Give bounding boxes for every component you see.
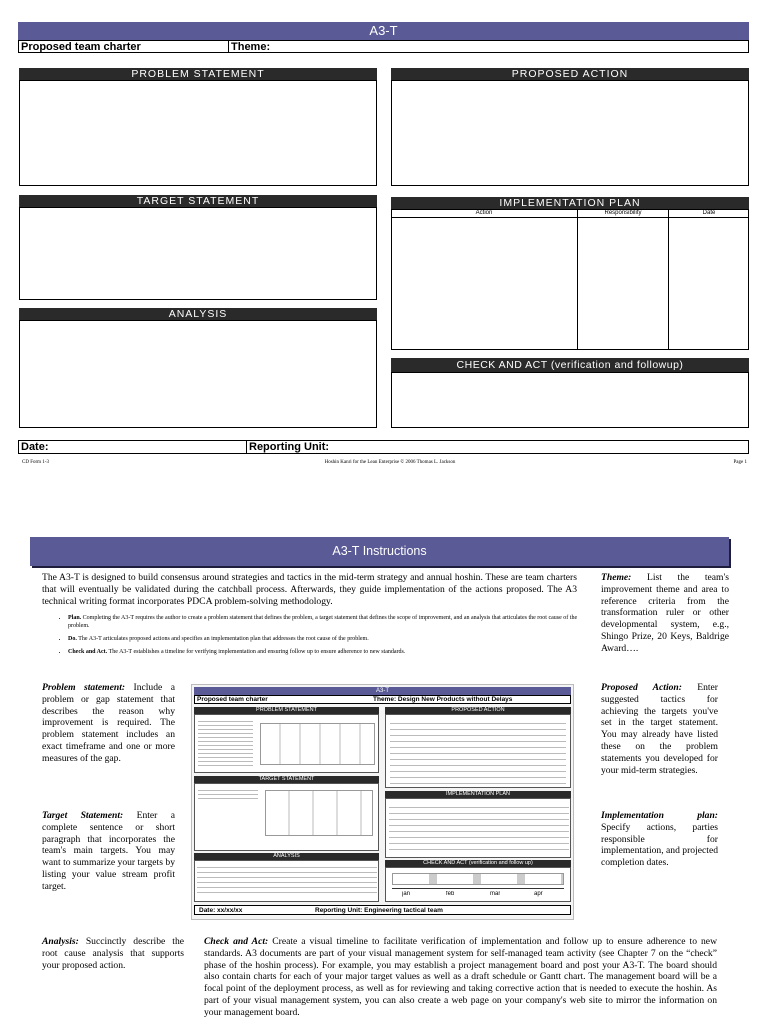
proposed-instruction-label: Proposed Action:: [601, 682, 682, 693]
impl-col-responsibility: Responsibility: [604, 210, 642, 216]
example-analysis-header: [194, 853, 379, 860]
analysis-header: [19, 308, 377, 320]
date-label: Date:: [21, 441, 49, 453]
example-impl-body: [385, 798, 571, 858]
theme-instruction: [601, 572, 729, 655]
example-date-row: [194, 905, 571, 915]
form-title-bar: [18, 22, 749, 40]
example-month-mar: mar: [490, 891, 501, 897]
impl-col-divider-2: [668, 209, 669, 350]
example-check-body: [385, 867, 571, 902]
problem-instruction-text: Include a problem or gap statement that describes the reason why improvement is required. The problem statement includes an exact timeframe and one or more measures of the gap.: [42, 682, 175, 764]
implementation-plan-header: [391, 197, 749, 209]
proposed-instruction: [601, 682, 718, 776]
proposed-action-label: PROPOSED ACTION: [511, 68, 629, 80]
charter-label-cell: [18, 40, 229, 53]
proposed-action-area[interactable]: [391, 80, 749, 186]
example-impl-rows: [389, 802, 569, 854]
check-instruction-label: Check and Act:: [204, 936, 269, 947]
example-analysis-label: ANALYSIS: [273, 853, 300, 859]
theme-instruction-text: List the team's improvement theme and area to reference criteria from the transformation ruler or other developmental system, e.g., Shingo Prize, 20 Keys, Baldrige Award….: [601, 572, 729, 654]
example-target-body: [194, 783, 379, 851]
example-title-bar: [194, 687, 571, 695]
reporting-unit-label: Reporting Unit:: [249, 441, 330, 453]
example-proposed-text-lines: [390, 718, 566, 784]
proposed-instruction-text: Enter suggested tactics for achieving the targets you've set in the target statement. You may already have listed these on the problem statements you developed for your mid-term strategies.: [601, 682, 718, 776]
example-target-label: TARGET STATEMENT: [258, 776, 315, 782]
example-charter-row: [194, 695, 571, 704]
problem-instruction-label: Problem statement:: [42, 682, 126, 693]
analysis-instruction: [42, 936, 184, 971]
example-reporting-unit: Reporting Unit: Engineering tactical team: [315, 907, 443, 914]
example-proposed-body: [385, 714, 571, 788]
impl-col-date: Date: [702, 210, 716, 216]
target-statement-header: [19, 195, 377, 207]
example-target-header: [194, 776, 379, 783]
instructions-intro: The A3-T is designed to build consensus around strategies and tactics in the mid-term strategy and annual hoshin. These are team charters that will eventually be validated during the catchball process. Afterwards, they guide implementation of the actions proposed. The A3 technical writing format incorporates PDCA problem-solving methodology.: [42, 572, 577, 607]
footer-form-number: CD Form 1-3: [22, 460, 49, 465]
target-statement-area[interactable]: [19, 207, 377, 300]
example-problem-body: [194, 714, 379, 773]
example-target-text-lines: [198, 787, 258, 801]
example-target-diagram: [265, 790, 373, 836]
problem-statement-header: [19, 68, 377, 80]
example-timeline: [392, 873, 564, 885]
plan-text: Completing the A3-T requires the author to create a problem statement that defines the problem, a target statement that defines the scope of improvement, and an analysis that articulates the root cause of the problem.: [68, 615, 578, 629]
theme-instruction-label: Theme:: [601, 572, 632, 583]
pdca-list: [42, 614, 582, 661]
example-month-apr: apr: [534, 891, 543, 897]
example-month-jan: jan: [402, 891, 411, 897]
check-instruction: [204, 936, 717, 1019]
example-month-axis: [392, 888, 564, 889]
pdca-check-act: [68, 648, 582, 656]
example-title: A3-T: [375, 688, 389, 694]
check-act-area[interactable]: [391, 372, 749, 428]
target-instruction-text: Enter a complete sentence or short paragraph that incorporates the team's main targets. You may want to summarize your targets by listing your value stream profit target.: [42, 810, 175, 892]
example-charter-label: Proposed team charter: [197, 696, 268, 703]
example-problem-text-lines: [198, 718, 253, 768]
pdca-do: [68, 635, 582, 643]
proposed-action-header: [391, 68, 749, 80]
check-act-header: [391, 358, 749, 372]
do-term: Do.: [68, 636, 77, 642]
analysis-instruction-label: Analysis:: [42, 936, 79, 947]
check-act-label: CHECK AND ACT (verification and followup): [456, 359, 684, 371]
instructions-title: A3-T Instructions: [332, 544, 427, 558]
example-proposed-header: [385, 707, 571, 714]
implementation-plan-label: IMPLEMENTATION PLAN: [499, 197, 641, 209]
example-analysis-text-strip: [197, 863, 377, 893]
example-theme: Theme: Design New Products without Delays: [373, 696, 513, 703]
analysis-label: ANALYSIS: [168, 308, 228, 320]
implementation-instruction-text: Specify actions, parties responsible for implementation, and projected completion dates.: [601, 821, 718, 869]
check-act-term: Check and Act.: [68, 649, 108, 655]
do-text: The A3-T articulates proposed actions and specifies an implementation plan that addresses the root cause of the problem.: [78, 636, 369, 642]
example-impl-header: [385, 791, 571, 798]
problem-instruction: [42, 682, 175, 765]
reporting-unit-cell: [246, 440, 749, 454]
implementation-plan-table: [391, 209, 749, 350]
example-month-feb: feb: [446, 891, 455, 897]
implementation-instruction: [601, 810, 718, 869]
theme-label-cell: [228, 40, 749, 53]
check-act-text: The A3-T establishes a timeline for verifying implementation and ensuring follow up to ensure adherence to new standards.: [108, 649, 406, 655]
example-check-label: CHECK AND ACT (verification and follow up): [423, 860, 533, 866]
example-impl-label: IMPLEMENTATION PLAN: [446, 791, 510, 797]
analysis-area[interactable]: [19, 320, 377, 428]
implementation-instruction-label: Implementation plan:: [601, 810, 718, 821]
footer-copyright: Hoshin Kanri for the Lean Enterprise © 2006 Thomas L. Jackson: [324, 460, 456, 465]
theme-label: Theme:: [231, 41, 271, 53]
check-instruction-text: Create a visual timeline to facilitate verification of implementation and follow up to ensure adherence to new standards. A3 documents are part of your visual management system for self-managed team activity (see Chapter 7 on the “check” phase of the hoshin process). For example, you may establish a project management board and post your A3-T. The board should also contain charts for each of your major target values as well as a draft schedule or Gantt chart. The management board will be a focal point of the deployment process, as well as for reviewing and taking corrective action that is needed to execute the hoshin. As part of your visual management system, you can also create a web page on your company's web site to mirror the information on your management board.: [204, 936, 717, 1018]
example-date: Date: xx/xx/xx: [199, 907, 243, 914]
instructions-title-bar: [30, 537, 729, 566]
footer-page: Page 1: [733, 460, 747, 465]
form-title: A3-T: [369, 23, 398, 38]
target-statement-label: TARGET STATEMENT: [136, 195, 260, 207]
analysis-instruction-text: Succinctly describe the root cause analysis that supports your proposed action.: [42, 936, 184, 971]
example-check-header: [385, 860, 571, 867]
pdca-plan: [68, 614, 582, 630]
example-flow-diagram: [260, 723, 375, 765]
problem-statement-label: PROBLEM STATEMENT: [131, 68, 265, 80]
example-problem-label: PROBLEM STATEMENT: [256, 707, 317, 713]
example-a3-thumbnail: [191, 684, 574, 920]
date-cell: [18, 440, 247, 454]
target-instruction: [42, 810, 175, 893]
example-proposed-label: PROPOSED ACTION: [451, 707, 505, 713]
impl-col-divider-1: [577, 209, 578, 350]
plan-term: Plan.: [68, 615, 82, 621]
problem-statement-area[interactable]: [19, 80, 377, 186]
example-problem-header: [194, 707, 379, 714]
charter-label: Proposed team charter: [21, 41, 141, 53]
target-instruction-label: Target Statement:: [42, 810, 124, 821]
impl-col-action: Action: [475, 210, 493, 216]
